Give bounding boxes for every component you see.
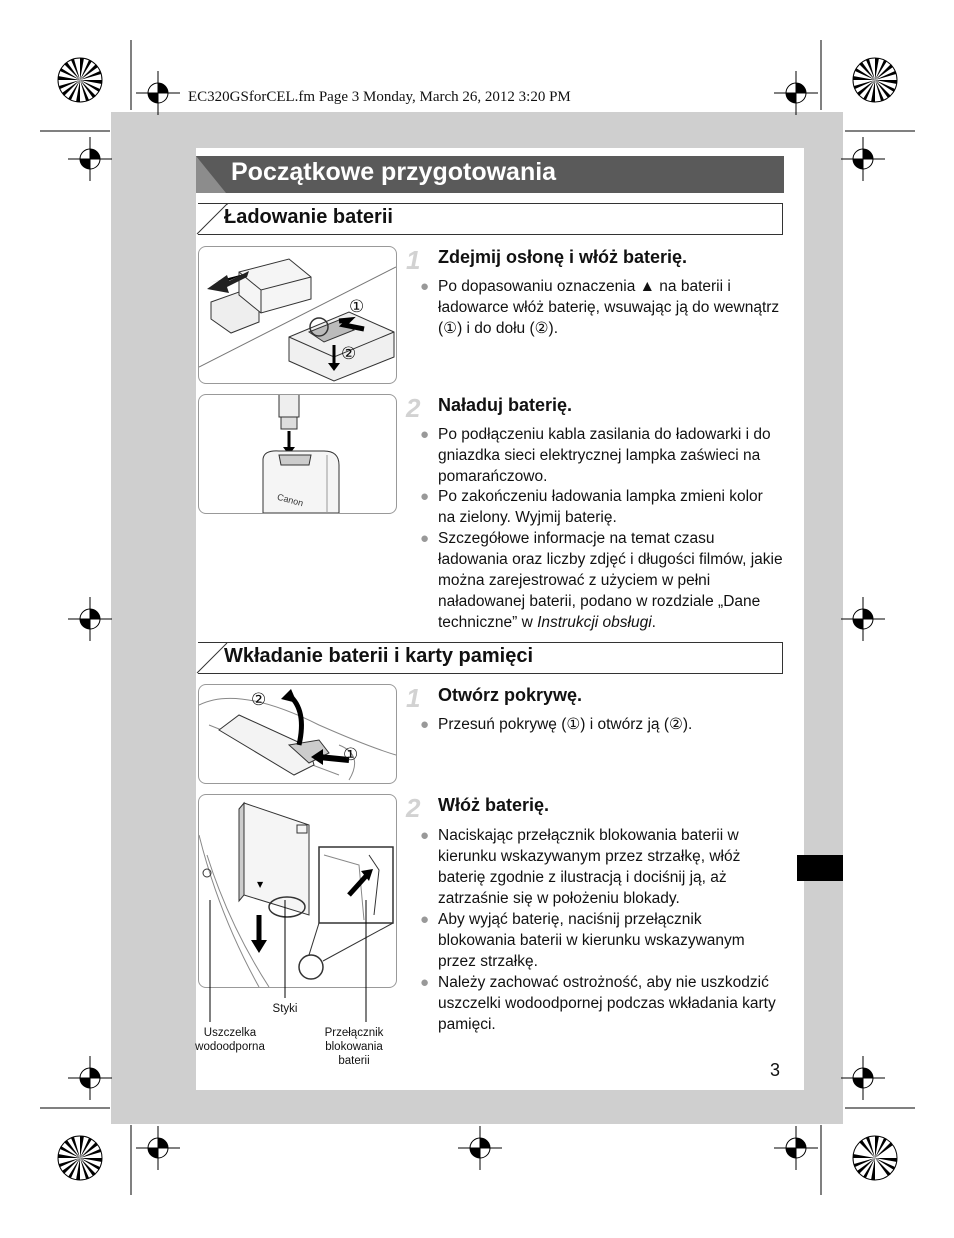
bullet-dot-icon: ● (420, 974, 430, 991)
bullet-item: ● Po zakończeniu ładowania lampka zmieni kolor na zielony. Wyjmij baterię. (420, 488, 763, 526)
step-title: Włóż baterię. (438, 795, 550, 815)
circled-number-1: ① (566, 716, 581, 733)
bullet-dot-icon: ● (420, 278, 430, 295)
circled-number-1: ① (349, 297, 365, 316)
bullet-item: ● Po podłączeniu kabla zasilania do ładowarki i do gniazdka sieci elektrycznej lampka zaświeci na pomarańczowo. (420, 426, 771, 485)
circled-number-2: ② (668, 716, 683, 733)
step-number: 1 (406, 245, 421, 275)
svg-text:▼: ▼ (257, 880, 264, 889)
camera-cover-illustration (199, 685, 396, 783)
circled-number-2: ② (251, 690, 267, 709)
circled-number-1: ① (343, 745, 359, 764)
caption-seal: Uszczelka wodoodporna (195, 1027, 265, 1053)
step-title: Naładuj baterię. (438, 395, 573, 415)
bullet-dot-icon: ● (420, 911, 430, 928)
bullet-item: ● Szczegółowe informacje na temat czasu ładowania oraz liczby zdjęć i długości filmów, jakie można zarejestrować z użyciem w pełni naładowanej baterii, podano w rozdziale „Dane techniczne” w Instrukcji obsługi. (420, 530, 783, 631)
star-target-icon (851, 56, 899, 104)
caption-contacts: Styki (272, 1003, 298, 1015)
step-title: Otwórz pokrywę. (438, 685, 583, 705)
section-title: Wkładanie baterii i karty pamięci (224, 645, 534, 667)
charger-plug-illustration (199, 395, 396, 513)
star-target-icon (56, 1134, 104, 1182)
bullet-item: ● Należy zachować ostrożność, aby nie uszkodzić uszczelki wodoodpornej podczas wkładania karty pamięci. (420, 974, 776, 1033)
figure-charger-insert (198, 246, 397, 384)
registration-mark-icon (841, 1056, 885, 1100)
figure-charger-plug (198, 394, 397, 514)
registration-mark-icon (841, 597, 885, 641)
registration-mark-icon (68, 1056, 112, 1100)
step-title: Zdejmij osłonę i włóż baterię. (438, 247, 688, 267)
bullet-dot-icon: ● (420, 716, 430, 733)
registration-mark-icon (136, 1126, 180, 1170)
registration-mark-icon (774, 1126, 818, 1170)
charger-illustration (199, 247, 396, 383)
print-header-line: EC320GSforCEL.fm Page 3 Monday, March 26, 2012 3:20 PM (188, 89, 571, 105)
star-target-icon (56, 56, 104, 104)
bullet-item: ● Po dopasowaniu oznaczenia ▲ na baterii i ładowarce włóż baterię, wsuwając ją do wewnątrz (①) i do dołu (②). (420, 278, 780, 337)
step-number: 2 (406, 793, 421, 823)
brand-label: Canon (276, 491, 305, 509)
bullet-dot-icon: ● (420, 426, 430, 443)
step-number: 1 (406, 683, 421, 713)
registration-mark-icon (68, 137, 112, 181)
registration-mark-icon (136, 71, 180, 115)
bullet-dot-icon: ● (420, 530, 430, 547)
bullet-item: ● Aby wyjąć baterię, naciśnij przełącznik blokowania baterii w kierunku wskazywanym przez strzałkę. (420, 911, 745, 970)
registration-mark-icon (458, 1126, 502, 1170)
triangle-mark-icon: ▲ (639, 278, 655, 295)
chapter-title: Początkowe przygotowania (231, 158, 557, 186)
bullet-item: ● Przesuń pokrywę (①) i otwórz ją (②). (420, 716, 693, 733)
bullet-dot-icon: ● (420, 827, 430, 844)
chapter-bar-accent (196, 156, 226, 193)
section-title: Ładowanie baterii (224, 206, 393, 228)
registration-mark-icon (68, 597, 112, 641)
bullet-item: ● Naciskając przełącznik blokowania baterii w kierunku wskazywanym przez strzałkę, włóż baterię zgodnie z ilustracją i dociśnij ją, aż zatrzaśnie się w położeniu blokady. (420, 827, 741, 907)
circled-number-2: ② (534, 320, 549, 337)
bullet-dot-icon: ● (420, 488, 430, 505)
page-number: 3 (770, 1060, 781, 1080)
figure-open-cover (198, 684, 397, 784)
registration-mark-icon (774, 71, 818, 115)
chapter-thumb-tab (797, 855, 843, 881)
circled-number-1: ① (443, 320, 458, 337)
step-number: 2 (406, 393, 421, 423)
star-target-icon (851, 1134, 899, 1182)
circled-number-2: ② (341, 344, 357, 363)
registration-mark-icon (841, 137, 885, 181)
caption-lock-switch: Przełącznik blokowania baterii (324, 1027, 384, 1067)
